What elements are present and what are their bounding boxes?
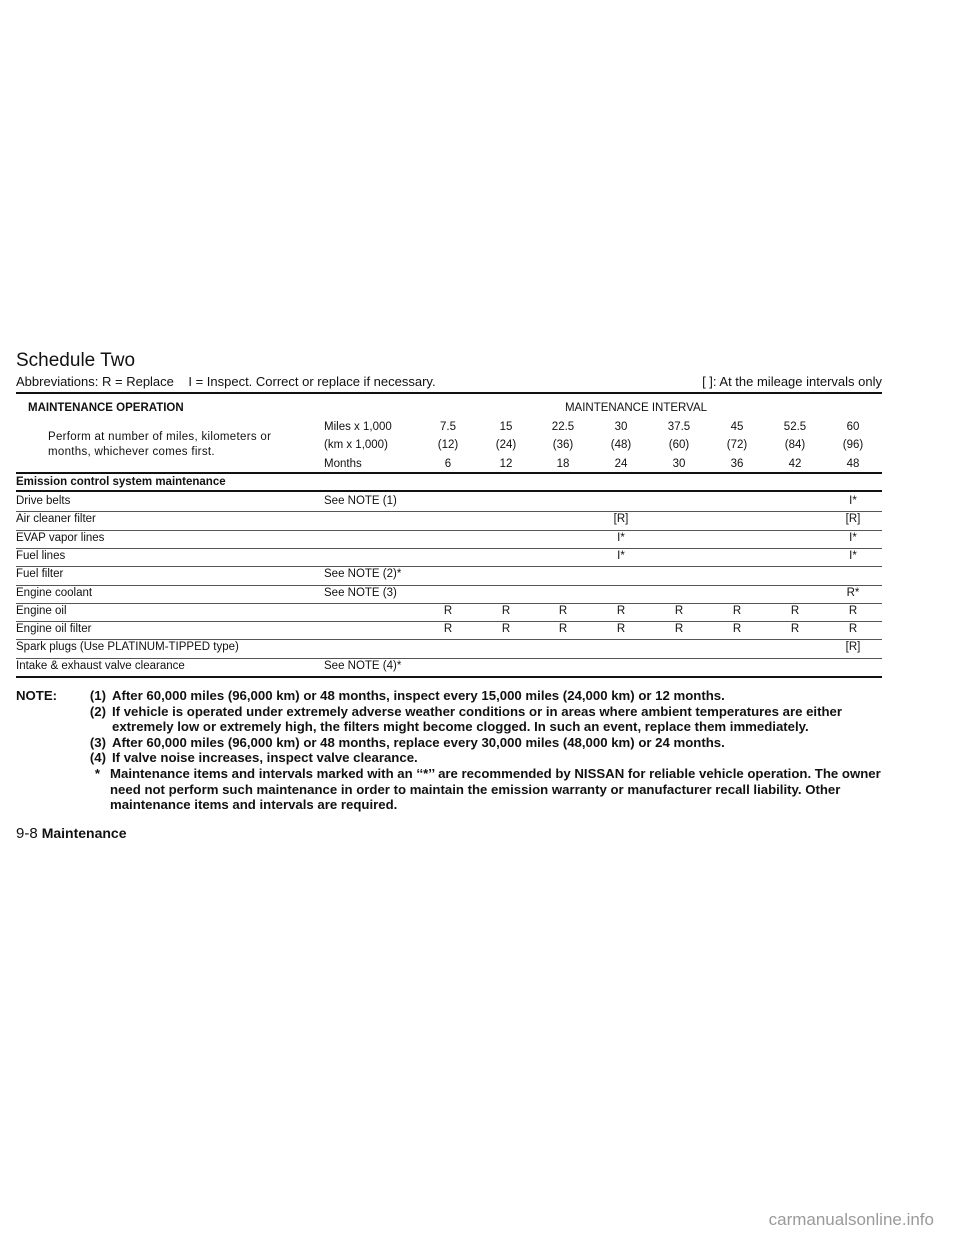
note-item bbox=[16, 750, 886, 766]
header-rule bbox=[16, 472, 882, 474]
miles-value: 30 bbox=[614, 421, 628, 433]
note-list bbox=[16, 688, 886, 766]
notes-block bbox=[16, 688, 886, 813]
row-rule bbox=[16, 676, 882, 678]
note-number: (4) bbox=[89, 750, 106, 766]
row-item: Drive belts bbox=[16, 495, 71, 507]
row-item: Engine oil filter bbox=[16, 623, 92, 636]
footer-section: Maintenance bbox=[41, 825, 127, 841]
months-value: 24 bbox=[614, 458, 628, 470]
row-rule bbox=[16, 566, 882, 567]
header-perform-instruction: Perform at number of miles, kilometers or months, whichever comes first. bbox=[48, 431, 272, 458]
miles-value: 37.5 bbox=[667, 421, 691, 433]
row-cell: R bbox=[616, 604, 626, 617]
row-rule bbox=[16, 511, 882, 512]
row-cell: I* bbox=[617, 549, 625, 562]
row-cell: R bbox=[674, 623, 684, 636]
mileage-bracket-legend: [ ]: At the mileage intervals only bbox=[702, 374, 882, 389]
row-cell: R bbox=[732, 604, 742, 617]
km-value: (96) bbox=[842, 439, 864, 451]
note-text: If vehicle is operated under extremely adverse weather conditions or in areas where ambient temperatures are either extremely low or extremely high, the filters might become clogged. In such an event, replace them immediately. bbox=[112, 703, 842, 735]
row-cell: R bbox=[616, 623, 626, 636]
km-value: (36) bbox=[552, 439, 574, 451]
note-item bbox=[16, 704, 886, 735]
km-value: (84) bbox=[784, 439, 806, 451]
miles-label: Miles x 1,000 bbox=[324, 421, 392, 433]
section-heading: Emission control system maintenance bbox=[16, 476, 226, 488]
row-item: Spark plugs (Use PLATINUM-TIPPED type) bbox=[16, 641, 239, 654]
months-value: 42 bbox=[788, 458, 802, 470]
star-symbol: * bbox=[94, 765, 100, 781]
row-cell: R* bbox=[846, 586, 860, 599]
header-maintenance-interval: MAINTENANCE INTERVAL bbox=[564, 402, 708, 414]
row-cell: R bbox=[558, 604, 568, 617]
note-label bbox=[16, 704, 72, 735]
row-cell: R bbox=[501, 604, 511, 617]
km-value: (72) bbox=[726, 439, 748, 451]
watermark: carmanualsonline.info bbox=[768, 1210, 934, 1229]
star-note-text: Maintenance items and intervals marked with an ‘‘*’’ are recommended by NISSAN for reliable vehicle operation. The owner need not perform such maintenance in order to maintain the emission warranty or manufacturer recall liability. Other maintenance items and intervals are required. bbox=[110, 765, 881, 813]
row-cell: R bbox=[790, 604, 800, 617]
row-item: Fuel lines bbox=[16, 549, 66, 562]
months-value: 6 bbox=[444, 458, 452, 470]
km-value: (24) bbox=[495, 439, 517, 451]
km-value: (12) bbox=[437, 439, 459, 451]
months-label: Months bbox=[324, 458, 362, 470]
row-item: Fuel filter bbox=[16, 568, 64, 581]
title-rule bbox=[16, 392, 882, 394]
page-footer bbox=[16, 825, 127, 842]
row-cell: R bbox=[558, 623, 568, 636]
note-text: After 60,000 miles (96,000 km) or 48 months, inspect every 15,000 miles (24,000 km) or 12 months. bbox=[112, 688, 725, 703]
abbreviations-legend: Abbreviations: R = Replace I = Inspect. Correct or replace if necessary. bbox=[16, 374, 436, 389]
row-cell: I* bbox=[617, 531, 625, 544]
note-label: NOTE: bbox=[16, 688, 58, 703]
miles-value: 52.5 bbox=[783, 421, 807, 433]
row-cell: R bbox=[732, 623, 742, 636]
km-label: (km x 1,000) bbox=[324, 439, 388, 451]
note-text: If valve noise increases, inspect valve clearance. bbox=[112, 750, 418, 766]
months-value: 36 bbox=[730, 458, 744, 470]
row-cell: I* bbox=[849, 495, 857, 507]
km-value: (60) bbox=[668, 439, 690, 451]
miles-value: 60 bbox=[846, 421, 860, 433]
header-maintenance-operation: MAINTENANCE OPERATION bbox=[28, 402, 184, 414]
row-cell: R bbox=[674, 604, 684, 617]
row-cell: I* bbox=[849, 531, 857, 544]
row-item: Engine coolant bbox=[16, 586, 93, 599]
row-note: See NOTE (3) bbox=[324, 586, 397, 599]
row-cell: [R] bbox=[613, 513, 629, 526]
row-rule bbox=[16, 585, 882, 586]
row-cell: R bbox=[848, 623, 858, 636]
months-value: 30 bbox=[672, 458, 686, 470]
page-number: 9-8 bbox=[16, 825, 38, 842]
km-value: (48) bbox=[610, 439, 632, 451]
note-item bbox=[16, 735, 886, 751]
row-item: Intake & exhaust valve clearance bbox=[16, 659, 185, 672]
row-item: Engine oil bbox=[16, 604, 67, 617]
miles-value: 22.5 bbox=[551, 421, 575, 433]
row-note: See NOTE (2)* bbox=[324, 568, 402, 581]
note-label bbox=[16, 750, 72, 766]
row-note: See NOTE (1) bbox=[324, 495, 397, 507]
note-item bbox=[16, 688, 886, 704]
row-cell: R bbox=[848, 604, 858, 617]
miles-value: 15 bbox=[499, 421, 513, 433]
row-cell: R bbox=[501, 623, 511, 636]
row-cell: [R] bbox=[845, 513, 861, 526]
row-rule bbox=[16, 530, 882, 531]
months-value: 48 bbox=[846, 458, 860, 470]
row-cell: [R] bbox=[845, 641, 861, 654]
miles-value: 7.5 bbox=[440, 421, 456, 433]
note-text: After 60,000 miles (96,000 km) or 48 months, replace every 30,000 miles (48,000 km) or 24 months. bbox=[112, 734, 725, 750]
row-cell: R bbox=[790, 623, 800, 636]
row-cell: R bbox=[443, 604, 453, 617]
note-label bbox=[16, 735, 72, 751]
page-title: Schedule Two bbox=[16, 350, 136, 371]
note-number: (1) bbox=[89, 688, 106, 703]
row-item: EVAP vapor lines bbox=[16, 531, 105, 544]
row-cell: R bbox=[443, 623, 453, 636]
section-rule bbox=[16, 490, 882, 492]
row-rule bbox=[16, 548, 882, 549]
row-item: Air cleaner filter bbox=[16, 513, 96, 526]
months-value: 12 bbox=[499, 458, 513, 470]
note-number: (2) bbox=[89, 703, 106, 719]
miles-value: 45 bbox=[730, 421, 744, 433]
note-star bbox=[16, 766, 886, 813]
row-cell: I* bbox=[849, 549, 857, 562]
months-value: 18 bbox=[556, 458, 570, 470]
abbreviations-bar bbox=[16, 374, 882, 391]
note-number: (3) bbox=[89, 734, 106, 750]
row-note: See NOTE (4)* bbox=[324, 659, 402, 672]
